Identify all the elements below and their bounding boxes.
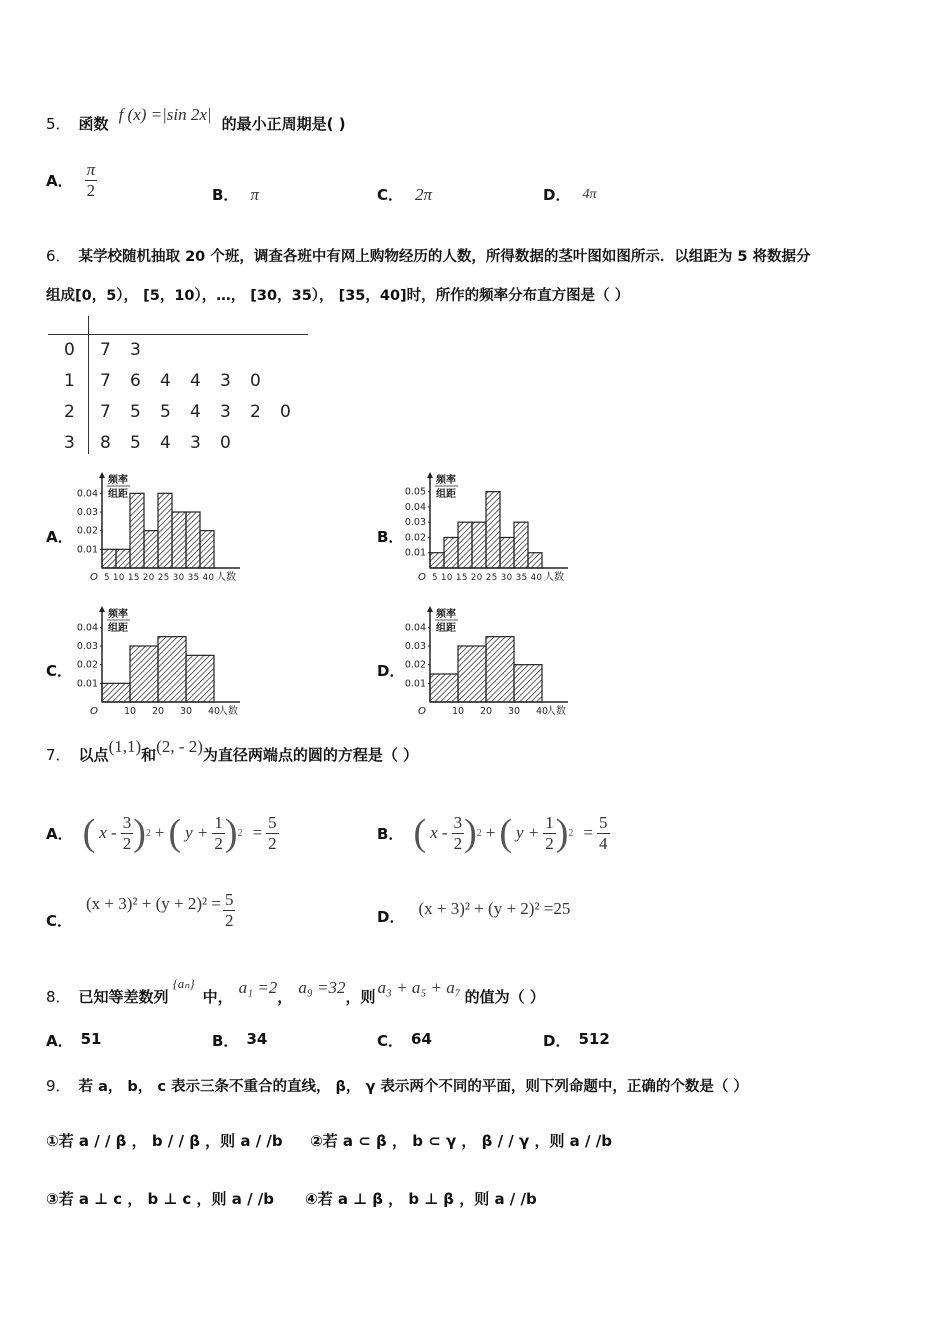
- bar: [116, 549, 130, 568]
- q8-option-a[interactable]: [46, 1030, 101, 1051]
- leaf: 7: [100, 340, 111, 360]
- q8-pre: 已知等差数列: [78, 987, 169, 1006]
- x-unit-label: 人数: [216, 572, 236, 583]
- q5-option-a-value: [85, 160, 98, 201]
- leaf: 4: [190, 371, 201, 391]
- stem-leaf-hline: [48, 334, 308, 335]
- q8-mid1: 中，: [202, 987, 233, 1006]
- q5-option-c[interactable]: [377, 184, 432, 205]
- leaf: 5: [130, 402, 141, 422]
- q8-option-d-value: 512: [578, 1030, 610, 1048]
- y-label-top: 频率: [108, 609, 128, 620]
- y-label-top: 频率: [436, 609, 456, 620]
- q7-line: [46, 736, 419, 765]
- q9-statement-4: ④若 a ⊥ β ， b ⊥ β ，则 a / /b: [305, 1190, 537, 1208]
- origin-label: O: [418, 706, 426, 717]
- q7-option-a-expr: ( x - $\frac{3}{2}$ ) 2 + ( y + $\frac{1}{2}$ ) 2 = $\frac{5}{2}$: [82, 812, 277, 854]
- q7-option-c-label: C．: [46, 911, 73, 930]
- q5-option-b[interactable]: [212, 184, 259, 205]
- bar: [130, 493, 144, 568]
- y-tick-label: 0.01: [76, 678, 98, 690]
- y-axis-arrow: [99, 472, 105, 478]
- q8-mid2: ，则: [345, 987, 376, 1006]
- bar: [200, 531, 214, 568]
- leaf: 8: [100, 433, 111, 453]
- leaf: 7: [100, 371, 111, 391]
- x-tick-labels: 5 10 15 20 25 30 35 40: [432, 573, 542, 583]
- q8-line: [46, 968, 545, 1008]
- y-label-bottom: 组距: [108, 623, 128, 634]
- y-tick-label: 0.02: [404, 659, 426, 671]
- q6-text-1: 某学校随机抽取 20 个班，调查各班中有网上购物经历的人数，所得数据的茎叶图如图所示．以组距为 5 将数据分: [78, 249, 811, 265]
- bar: [486, 637, 514, 702]
- leaf: 3: [220, 402, 231, 422]
- q5-formula: f (x) =|sin 2x|: [118, 105, 212, 124]
- q8-option-b-label: B．: [212, 1032, 239, 1050]
- q7-c-rhs-den: 2: [224, 910, 234, 930]
- q7-option-b[interactable]: [377, 803, 610, 863]
- histogram-option-a[interactable]: [72, 472, 247, 584]
- stem: 0: [64, 340, 75, 360]
- q7-c-rhs-num: 5: [224, 889, 234, 909]
- leaf: 0: [220, 433, 231, 453]
- q5-line: [46, 103, 346, 143]
- bar: [458, 522, 472, 568]
- x-tick-labels: 5 10 15 20 25 30 35 40: [104, 573, 214, 583]
- bar: [444, 537, 458, 568]
- x-unit-label: 人数: [544, 572, 564, 583]
- leaf: 7: [100, 402, 111, 422]
- q5-pre: 函数: [78, 114, 109, 133]
- q8-option-c[interactable]: [377, 1030, 432, 1051]
- q7-option-c[interactable]: [46, 882, 235, 938]
- q8-sep: ，: [277, 987, 293, 1006]
- q8-seq: {aₙ}: [172, 976, 195, 991]
- origin-label: O: [90, 572, 98, 583]
- y-label-bottom: 组距: [436, 623, 456, 634]
- q7-option-c-lhs: (x + 3)² + (y + 2)² =: [86, 894, 221, 913]
- stem-row-2: [64, 402, 310, 422]
- q7-number: 7．: [46, 746, 71, 764]
- q7-post: 为直径两端点的圆的方程是（ ）: [202, 746, 419, 764]
- bar: [500, 537, 514, 568]
- q7-b-rhs-den: 4: [599, 833, 608, 853]
- y-tick-label: 0.04: [76, 622, 98, 634]
- leaf: 5: [160, 402, 171, 422]
- origin-label: O: [418, 572, 426, 583]
- q9-number: 9．: [46, 1077, 71, 1095]
- q9-line: [46, 1075, 748, 1096]
- y-axis-arrow: [427, 606, 433, 612]
- y-tick-label: 0.03: [76, 641, 98, 652]
- q6-option-d-label[interactable]: D．: [377, 662, 405, 680]
- bar: [172, 512, 186, 568]
- bar: [514, 522, 528, 568]
- q8-option-a-value: 51: [80, 1030, 102, 1048]
- q6-text-2: 组成[0，5）， [5，10），…， [30，35）， [35，40]时，所作的频率分布直方图是（ ）: [46, 288, 630, 304]
- y-tick-label: 0.02: [76, 659, 98, 671]
- q6-option-b-label[interactable]: B．: [377, 528, 404, 546]
- q8-option-d[interactable]: [543, 1030, 610, 1051]
- x-tick-label: 30: [507, 706, 521, 717]
- stem-row-3: [64, 433, 250, 453]
- q8-a9: a₉ =32: [298, 978, 346, 997]
- y-axis-arrow: [99, 606, 105, 612]
- bar: [102, 683, 130, 702]
- q7-option-b-expr: ( x - $\frac{3}{2}$ ) 2 + ( y + $\frac{1}{2}$ ) 2 = $\frac{5}{4}$: [413, 812, 608, 854]
- y-tick-label: 0.02: [76, 525, 98, 537]
- q6-line1: [46, 245, 811, 266]
- stem-row-1: [64, 371, 280, 391]
- q8-option-c-value: 64: [411, 1030, 432, 1048]
- x-tick-label: 20: [479, 706, 493, 717]
- q8-option-d-label: D．: [543, 1032, 571, 1050]
- q5-a-num: π: [86, 160, 96, 179]
- bar: [514, 665, 542, 702]
- origin-label: O: [90, 706, 98, 717]
- y-tick-label: 0.01: [76, 544, 98, 556]
- leaf: 6: [130, 371, 141, 391]
- x-unit-label: 人数: [218, 706, 238, 717]
- bar: [486, 492, 500, 568]
- bar: [528, 553, 542, 568]
- q9-text: 若 a， b， c 表示三条不重合的直线， β， γ 表示两个不同的平面，则下列命题中，正确的个数是（ ）: [78, 1079, 748, 1095]
- q9-statement-3: ③若 a ⊥ c ， b ⊥ c ，则 a / /b: [46, 1190, 275, 1208]
- y-tick-label: 0.03: [404, 641, 426, 652]
- y-tick-label: 0.04: [76, 488, 98, 500]
- bar: [472, 522, 486, 568]
- y-tick-label: 0.04: [404, 501, 426, 513]
- q7-b-rhs-num: 5: [599, 812, 608, 832]
- q6-number: 6．: [46, 247, 71, 265]
- y-label-bottom: 组距: [108, 489, 128, 500]
- q8-number: 8．: [46, 987, 71, 1006]
- bar: [144, 531, 158, 568]
- q8-expr: a₃ + a₅ + a₇: [377, 978, 461, 997]
- y-tick-label: 0.02: [404, 532, 426, 544]
- leaf: 3: [220, 371, 231, 391]
- histogram-option-c[interactable]: [72, 606, 247, 718]
- q7-option-d[interactable]: [377, 898, 571, 926]
- x-tick-label: 10: [123, 706, 137, 717]
- x-unit-label: 人数: [546, 706, 566, 717]
- leaf: 3: [130, 340, 141, 360]
- q8-option-c-label: C．: [377, 1032, 404, 1050]
- q5-option-d[interactable]: [543, 184, 596, 205]
- q5-post: 的最小正周期是( ): [221, 114, 346, 133]
- leaf: 4: [160, 433, 171, 453]
- x-tick-label: 10: [451, 706, 465, 717]
- q7-a-rhs-num: 5: [268, 812, 277, 832]
- x-tick-label: 40: [535, 706, 549, 717]
- q5-option-a[interactable]: [46, 160, 97, 201]
- q5-a-den: 2: [86, 181, 96, 200]
- q7-option-b-label: B．: [377, 824, 404, 843]
- q8-option-a-label: A．: [46, 1032, 73, 1050]
- leaf: 4: [160, 371, 171, 391]
- y-tick-label: 0.01: [404, 547, 426, 559]
- leaf: 4: [190, 402, 201, 422]
- q7-a-rhs-den: 2: [268, 833, 277, 853]
- q9-statement-2: ②若 a ⊂ β ， b ⊂ γ ， β / / γ ，则 a / /b: [310, 1132, 612, 1150]
- y-tick-label: 0.01: [404, 678, 426, 690]
- bar: [186, 512, 200, 568]
- y-label-top: 频率: [108, 475, 128, 486]
- leaf: 2: [250, 402, 261, 422]
- leaf: 3: [190, 433, 201, 453]
- q6-option-c-label[interactable]: C．: [46, 662, 73, 680]
- q6-option-a-label[interactable]: A．: [46, 528, 73, 546]
- q8-option-b[interactable]: [212, 1030, 267, 1051]
- q7-point-2: (2, - 2): [156, 736, 203, 756]
- q5-option-c-value: 2π: [415, 184, 433, 204]
- y-tick-label: 0.04: [404, 622, 426, 634]
- bar: [130, 646, 158, 702]
- y-label-bottom: 组距: [436, 489, 456, 500]
- histogram-option-b[interactable]: [400, 472, 580, 584]
- q7-point-1: (1,1): [108, 736, 142, 756]
- q7-option-d-expr: (x + 3)² + (y + 2)² =25: [418, 898, 571, 918]
- stem-leaf-plot: [46, 316, 308, 456]
- x-tick-label: 40: [207, 706, 221, 717]
- stem-row-0: [64, 340, 160, 360]
- stem: 3: [64, 433, 75, 453]
- bar: [186, 655, 214, 702]
- bar: [458, 646, 486, 702]
- stem: 2: [64, 402, 75, 422]
- leaf: 0: [250, 371, 261, 391]
- q5-option-d-value: 4π: [582, 186, 597, 202]
- q7-option-d-label: D．: [377, 908, 405, 926]
- bar: [430, 674, 458, 702]
- y-tick-label: 0.05: [404, 486, 426, 498]
- q5-option-b-label: B．: [212, 186, 239, 204]
- q7-pre: 以点: [78, 746, 109, 764]
- q7-mid: 和: [141, 746, 157, 764]
- bar: [430, 553, 444, 568]
- q9-statement-1: ①若 a / / β ， b / / β ，则 a / /b: [46, 1132, 283, 1150]
- leaf: 0: [280, 402, 291, 422]
- q5-option-d-label: D．: [543, 186, 571, 204]
- y-axis-arrow: [427, 472, 433, 478]
- y-label-top: 频率: [436, 475, 456, 486]
- q7-option-a[interactable]: [46, 803, 279, 863]
- q8-a1: a₁ =2: [238, 978, 278, 997]
- x-tick-label: 30: [179, 706, 193, 717]
- y-tick-label: 0.03: [404, 517, 426, 529]
- q7-option-c-rhs: [223, 890, 236, 931]
- q5-option-b-value: π: [250, 184, 259, 204]
- q7-option-a-label: A．: [46, 824, 73, 843]
- x-tick-label: 20: [151, 706, 165, 717]
- bar: [158, 493, 172, 568]
- stem: 1: [64, 371, 75, 391]
- q5-number: 5．: [46, 114, 71, 133]
- y-tick-label: 0.03: [76, 507, 98, 518]
- q5-option-c-label: C．: [377, 186, 404, 204]
- leaf: 5: [130, 433, 141, 453]
- q8-option-b-value: 34: [246, 1030, 268, 1048]
- bar: [158, 637, 186, 702]
- histogram-option-d[interactable]: [400, 606, 580, 718]
- q8-post: 的值为（ ）: [464, 987, 545, 1006]
- bar: [102, 549, 116, 568]
- q5-option-a-label: A．: [46, 172, 73, 190]
